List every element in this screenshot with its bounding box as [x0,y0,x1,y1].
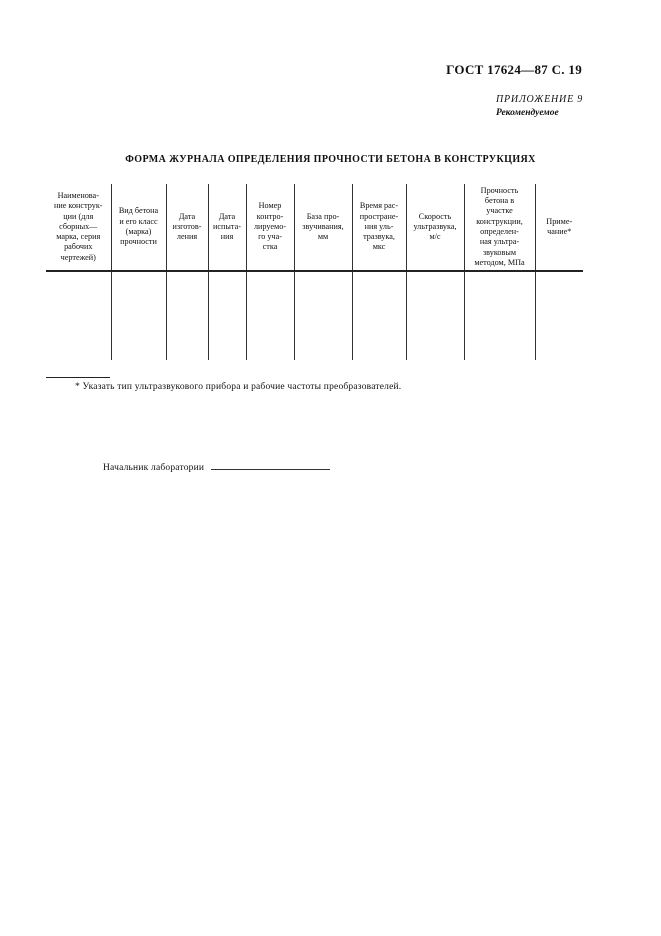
footnote: * Указать тип ультразвукового прибора и рабочие частоты преобразователей. [75,382,402,392]
appendix-status: Рекомендуемое [496,108,559,118]
column-header-ultrasound-speed: Скорость ультразвука, м/с [406,184,464,271]
table-cell[interactable] [208,271,246,360]
table-cell[interactable] [294,271,352,360]
table-cell[interactable] [246,271,294,360]
table-cell[interactable] [406,271,464,360]
table-cell[interactable] [464,271,535,360]
table-cell[interactable] [535,271,583,360]
appendix-label: ПРИЛОЖЕНИЕ 9 [496,94,584,105]
column-header-concrete-class: Вид бетона и его класс (марка) прочности [111,184,166,271]
signature-label: Начальник лаборатории [103,463,205,473]
form-title: ФОРМА ЖУРНАЛА ОПРЕДЕЛЕНИЯ ПРОЧНОСТИ БЕТОНА В КОНСТРУКЦИЯХ [125,154,536,165]
standard-page-header: ГОСТ 17624—87 С. 19 [446,62,582,77]
column-header-note: Приме- чание* [535,184,583,271]
table-cell[interactable] [111,271,166,360]
table-cell[interactable] [352,271,406,360]
column-header-section-number: Номер контро- лируемо- го уча- стка [246,184,294,271]
signature-block [103,460,330,473]
signature-line[interactable] [211,460,330,470]
table-header-row [46,184,583,271]
table-cell[interactable] [46,271,111,360]
column-header-propagation-time: Время рас- простране- ния уль- тразвука, мкс [352,184,406,271]
column-header-strength: Прочность бетона в участке конструкции, определен- ная ультра- звуковым методом, МПа [464,184,535,271]
journal-table [46,184,583,360]
column-header-sounding-base: База про- звучивания, мм [294,184,352,271]
column-header-manufacture-date: Дата изготов- ления [166,184,208,271]
column-header-construction: Наименова- ние конструк- ции (для сборных— марка, серия рабочих чертежей) [46,184,111,271]
column-header-test-date: Дата испыта- ния [208,184,246,271]
table-row [46,271,583,360]
table-cell[interactable] [166,271,208,360]
footnote-divider [46,377,110,378]
